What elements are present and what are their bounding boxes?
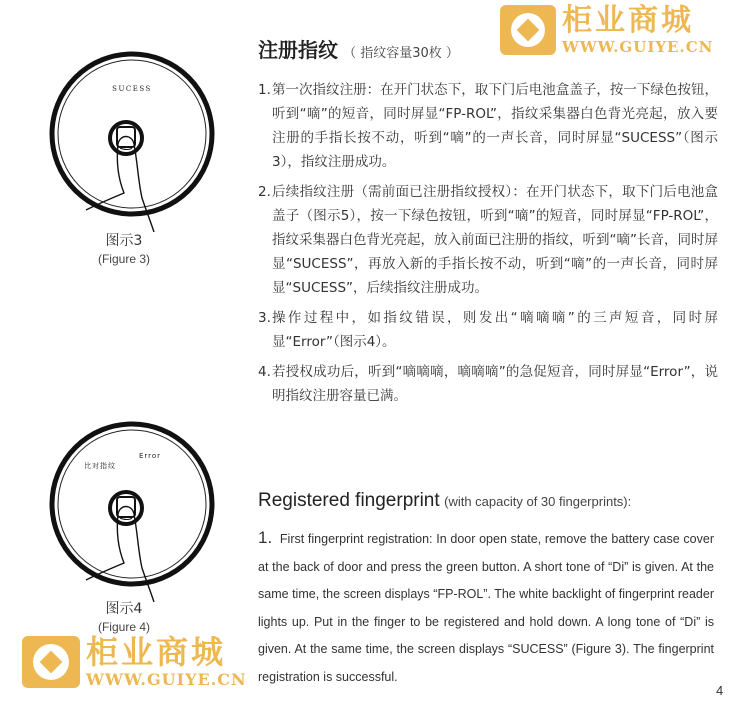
chinese-title-note: （ 指纹容量30枚 ） (343, 46, 459, 61)
watermark-top (500, 4, 713, 56)
watermark-url: WWW.GUIYE.CN (86, 670, 247, 689)
english-title: Registered fingerprint (258, 490, 440, 511)
english-section-title (258, 490, 631, 512)
figure-3-caption-cn: 图示3 (105, 233, 143, 249)
figure-4-screen-text-secondary: Error (138, 452, 162, 460)
english-item-number: 1. (258, 528, 273, 547)
figure-3-device (46, 48, 218, 232)
watermark-logo-icon (22, 636, 80, 688)
figure-4-device (46, 418, 218, 602)
figure-3-caption (84, 232, 164, 268)
english-item-text: First fingerprint registration: In door open state, remove the battery case cover at the back of door and press the green button. A short tone of “Di” is given. At the same time, the screen displays “FP-ROL”. The white backlight of fingerprint reader lights up. Put in the finger to be registered and hold down. A long tone of “Di” is given. At the same time, the screen displays “SUCESS” (Figure 3). The fingerprint registration is successful. (258, 532, 714, 684)
figure-4-caption-en: (Figure 4) (97, 620, 150, 634)
list-item-number: 1. (258, 82, 271, 98)
list-item-number: 4. (258, 364, 271, 380)
watermark-name: 柜业商城 (86, 633, 227, 671)
chinese-title: 注册指纹 (258, 38, 338, 62)
watermark-bottom (22, 634, 247, 690)
english-instruction (258, 524, 714, 691)
list-item-text: 操作过程中，如指纹错误，则发出“嘀嘀嘀”的三声短音，同时屏显“Error”（图示4）。 (272, 310, 718, 350)
list-item-number: 3. (258, 310, 271, 326)
figure-3-screen-text: SUCESS (112, 85, 152, 93)
chinese-instruction-list (258, 78, 718, 414)
list-item (258, 306, 718, 354)
list-item (258, 78, 718, 174)
watermark-logo-icon (500, 5, 556, 55)
list-item-text: 后续指纹注册（需前面已注册指纹授权）：在开门状态下，取下门后电池盒盖子（图示5），按一下绿色按钮，听到“嘀”的短音，同时屏显“FP-ROL”，指纹采集器白色背光亮起，放入前面已注册的指纹，听到“嘀”长音，同时屏显“SUCESS”，再放入新的手指长按不动，听到“嘀”的一声长音，同时屏显“SUCESS”，后续指纹注册成功。 (272, 184, 718, 296)
figure-4-caption-cn: 图示4 (105, 601, 143, 617)
figure-3-caption-en: (Figure 3) (97, 252, 150, 266)
english-title-note: (with capacity of 30 fingerprints): (444, 494, 632, 509)
list-item-text: 若授权成功后，听到“嘀嘀嘀，嘀嘀嘀”的急促短音，同时屏显“Error”，说明指纹注册容量已满。 (272, 364, 718, 404)
watermark-name: 柜业商城 (562, 3, 694, 38)
list-item-text: 第一次指纹注册：在开门状态下，取下门后电池盒盖子，按一下绿色按钮，听到“嘀”的短音，同时屏显“FP-ROL”，指纹采集器白色背光亮起，放入要注册的手指长按不动，听到“嘀”的一声长音，同时屏显“SUCESS”（图示3），指纹注册成功。 (272, 82, 718, 170)
figure-4-screen-text: 比对指纹 (84, 462, 116, 470)
figure-4-caption (84, 600, 164, 636)
page-number: 4 (716, 683, 724, 698)
list-item-number: 2. (258, 184, 271, 200)
list-item (258, 360, 718, 408)
list-item (258, 180, 718, 300)
watermark-url: WWW.GUIYE.CN (562, 38, 714, 56)
chinese-section-title (258, 34, 459, 63)
